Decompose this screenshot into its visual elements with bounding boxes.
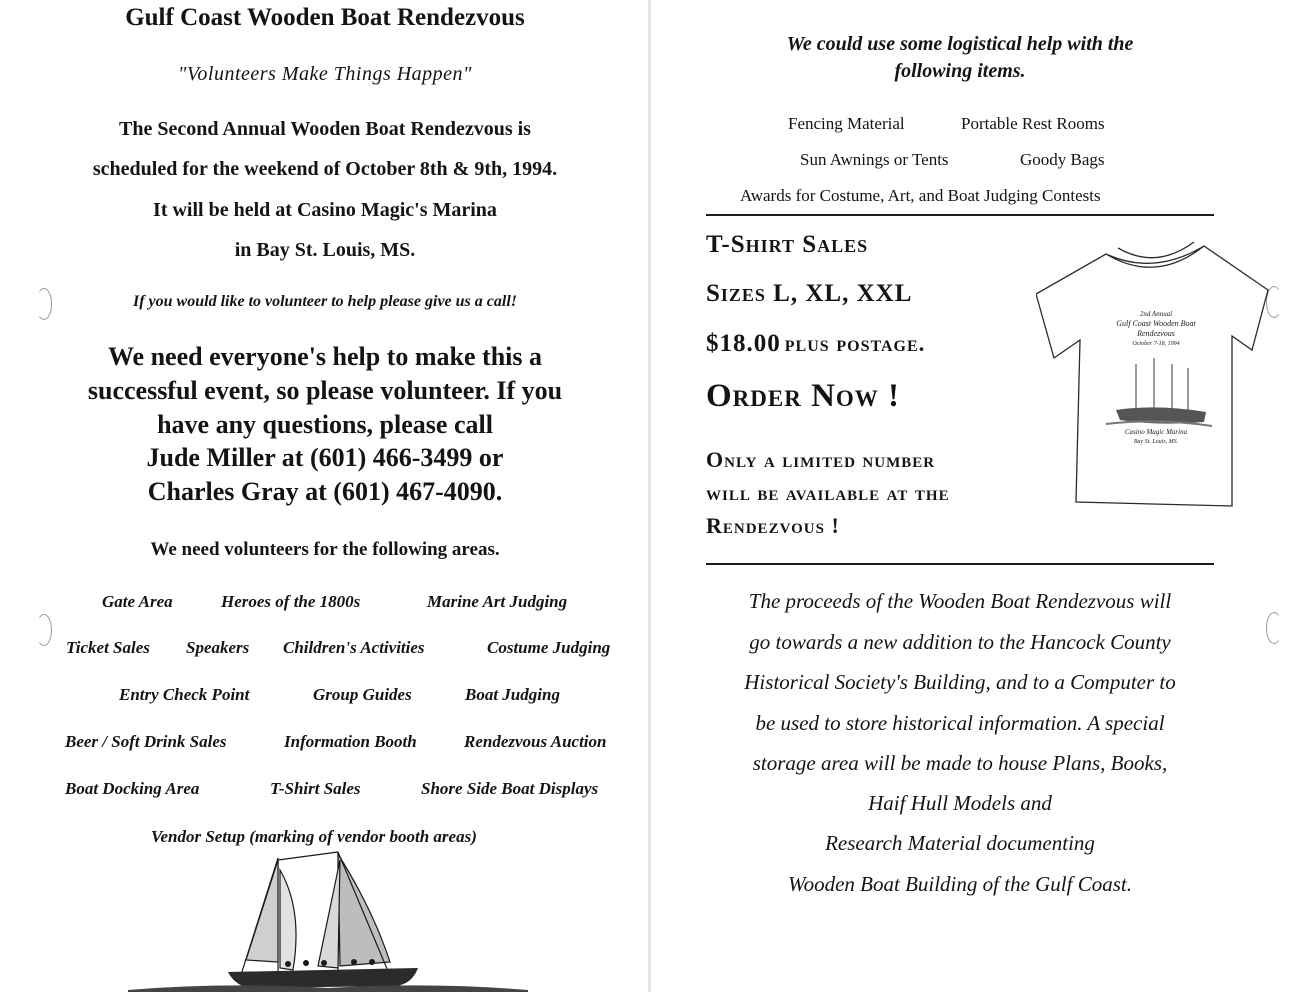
- areas-heading: We need volunteers for the following areas.: [150, 539, 500, 560]
- shirt-print-text: 2nd Annual: [1139, 310, 1173, 318]
- intro-line: in Bay St. Louis, MS.: [234, 239, 416, 261]
- tshirt-illustration: [1036, 232, 1276, 514]
- motto: "Volunteers Make Things Happen": [178, 63, 472, 85]
- flyer-title: Gulf Coast Wooden Boat Rendezvous: [125, 4, 525, 31]
- tshirt-price: [706, 330, 925, 358]
- price-amount: $18.00: [706, 330, 781, 357]
- volunteer-area: Gate Area: [102, 592, 173, 611]
- volunteer-area: Ticket Sales: [66, 638, 150, 657]
- limited-line: will be available at the: [706, 480, 950, 505]
- limited-line: Rendezvous !: [706, 513, 840, 538]
- help-heading-line: We could use some logistical help with the: [786, 33, 1134, 55]
- intro-line: scheduled for the weekend of October 8th & 9th, 1994.: [92, 158, 558, 180]
- logistics-item: Goody Bags: [1020, 150, 1105, 169]
- volunteer-area: T-Shirt Sales: [270, 779, 361, 798]
- price-postage: plus postage.: [784, 331, 926, 356]
- vendor-setup-line: Vendor Setup (marking of vendor booth areas): [151, 827, 477, 846]
- divider-line: [706, 214, 1214, 216]
- shirt-print-text: Gulf Coast Wooden Boat: [1116, 319, 1196, 328]
- volunteer-area: Entry Check Point: [119, 685, 250, 704]
- volunteer-area: Children's Activities: [283, 638, 425, 657]
- proceeds-line: be used to store historical information. A special: [755, 711, 1165, 735]
- volunteer-area: Boat Docking Area: [65, 779, 200, 798]
- punch-hole-mark: [36, 614, 52, 646]
- proceeds-line: Research Material documenting: [825, 831, 1095, 855]
- divider-line: [706, 563, 1214, 565]
- proceeds-line: Haif Hull Models and: [868, 791, 1052, 815]
- volunteer-area: Boat Judging: [465, 685, 560, 704]
- shirt-print-text: Rendezvous: [1137, 329, 1175, 338]
- volunteer-area: Group Guides: [313, 685, 412, 704]
- intro-line: It will be held at Casino Magic's Marina: [153, 199, 497, 221]
- sailboat-illustration: [128, 850, 528, 992]
- contact-charles-gray: Charles Gray at (601) 467-4090.: [147, 477, 503, 506]
- volunteer-area: Costume Judging: [487, 638, 611, 657]
- tshirt-sales-heading: T-Shirt Sales: [706, 231, 869, 258]
- appeal-line: We need everyone's help to make this a: [107, 342, 543, 371]
- proceeds-line: The proceeds of the Wooden Boat Rendezvous will: [748, 589, 1172, 613]
- volunteer-area: Information Booth: [284, 732, 417, 751]
- volunteer-area: Beer / Soft Drink Sales: [65, 732, 227, 751]
- proceeds-line: Wooden Boat Building of the Gulf Coast.: [788, 872, 1132, 896]
- logistics-item: Portable Rest Rooms: [961, 114, 1105, 133]
- shirt-print-text: October 7-18, 1994: [1132, 341, 1180, 347]
- shirt-print-text: Bay St. Louis, MS.: [1133, 439, 1179, 445]
- help-heading-line: following items.: [894, 60, 1026, 82]
- proceeds-line: Historical Society's Building, and to a Computer to: [744, 670, 1176, 694]
- volunteer-call-line: If you would like to volunteer to help please give us a call!: [133, 293, 517, 310]
- volunteer-area: Heroes of the 1800s: [221, 592, 361, 611]
- proceeds-line: go towards a new addition to the Hancock County: [749, 630, 1171, 654]
- contact-jude-miller: Jude Miller at (601) 466-3499 or: [146, 443, 504, 472]
- right-page: [650, 0, 1292, 992]
- punch-hole-mark: [1266, 612, 1282, 644]
- appeal-line: have any questions, please call: [157, 410, 493, 439]
- volunteer-area: Shore Side Boat Displays: [421, 779, 599, 798]
- logistics-item: Awards for Costume, Art, and Boat Judging Contests: [740, 186, 1101, 205]
- logistics-item: Fencing Material: [788, 114, 905, 133]
- appeal-line: successful event, so please volunteer. If you: [87, 376, 563, 405]
- tshirt-sizes: Sizes L, XL, XXL: [706, 280, 913, 307]
- limited-line: Only a limited number: [706, 447, 936, 472]
- logistics-item: Sun Awnings or Tents: [800, 150, 949, 169]
- volunteer-area: Marine Art Judging: [427, 592, 568, 611]
- proceeds-line: storage area will be made to house Plans, Books,: [752, 751, 1168, 775]
- shirt-print-text: Casino Magic Marina: [1124, 428, 1188, 436]
- intro-line: The Second Annual Wooden Boat Rendezvous is: [119, 118, 531, 140]
- order-now: Order Now !: [706, 378, 901, 414]
- volunteer-area: Speakers: [186, 638, 250, 657]
- volunteer-area: Rendezvous Auction: [464, 732, 607, 751]
